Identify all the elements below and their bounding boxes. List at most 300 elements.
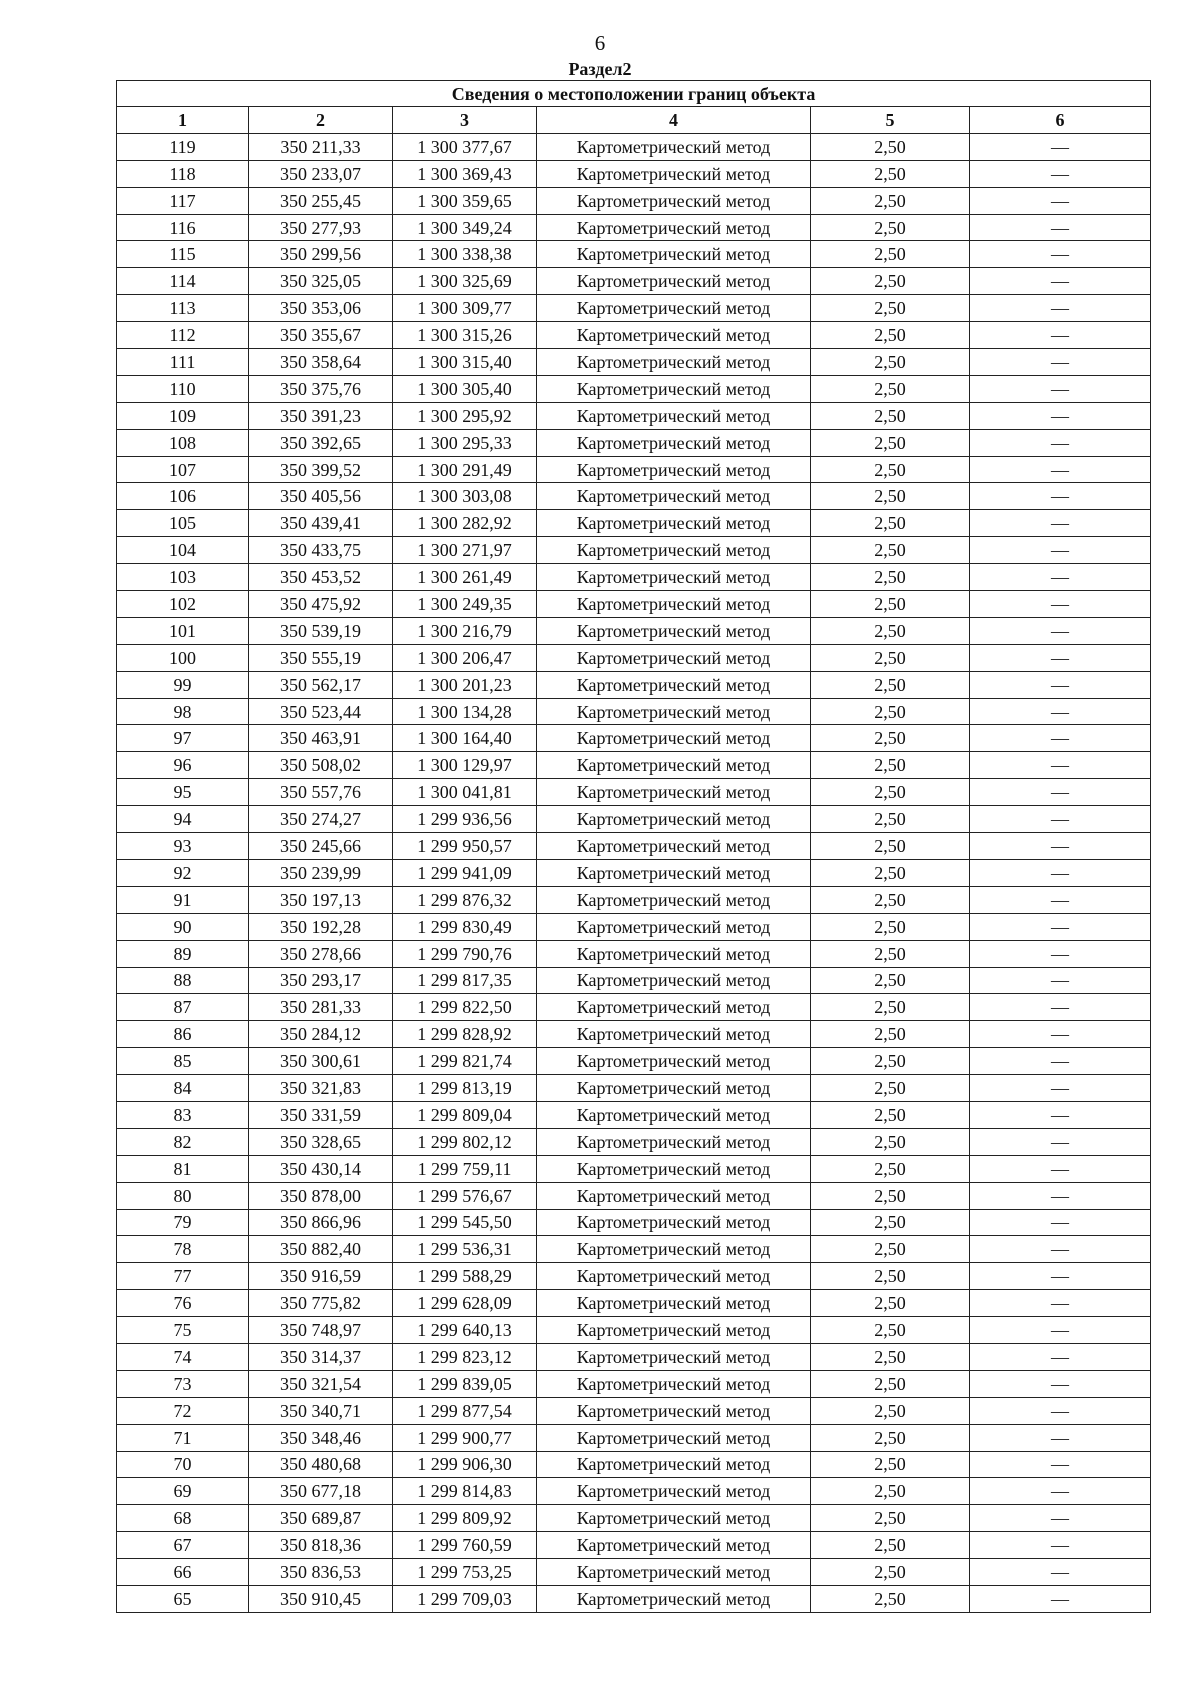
x-coordinate-cell: 350 331,59 [249, 1101, 393, 1128]
x-coordinate-cell: 350 300,61 [249, 1048, 393, 1075]
accuracy-cell: 2,50 [811, 617, 970, 644]
x-coordinate-cell: 350 314,37 [249, 1343, 393, 1370]
accuracy-cell: 2,50 [811, 1585, 970, 1612]
method-cell: Картометрический метод [537, 268, 811, 295]
description-cell: — [970, 1505, 1151, 1532]
x-coordinate-cell: 350 391,23 [249, 402, 393, 429]
accuracy-cell: 2,50 [811, 187, 970, 214]
description-cell: — [970, 1290, 1151, 1317]
point-number-cell: 100 [117, 644, 249, 671]
table-row [117, 429, 1151, 456]
description-cell: — [970, 1155, 1151, 1182]
y-coordinate-cell: 1 299 545,50 [393, 1209, 537, 1236]
y-coordinate-cell: 1 300 349,24 [393, 214, 537, 241]
table-body [117, 133, 1151, 1612]
y-coordinate-cell: 1 300 291,49 [393, 456, 537, 483]
accuracy-cell: 2,50 [811, 1128, 970, 1155]
method-cell: Картометрический метод [537, 940, 811, 967]
x-coordinate-cell: 350 557,76 [249, 779, 393, 806]
point-number-cell: 103 [117, 564, 249, 591]
table-row [117, 483, 1151, 510]
point-number-cell: 111 [117, 349, 249, 376]
table-row [117, 806, 1151, 833]
point-number-cell: 114 [117, 268, 249, 295]
x-coordinate-cell: 350 818,36 [249, 1532, 393, 1559]
description-cell: — [970, 160, 1151, 187]
method-cell: Картометрический метод [537, 1317, 811, 1344]
point-number-cell: 84 [117, 1075, 249, 1102]
y-coordinate-cell: 1 299 790,76 [393, 940, 537, 967]
description-cell: — [970, 617, 1151, 644]
x-coordinate-cell: 350 325,05 [249, 268, 393, 295]
y-coordinate-cell: 1 300 303,08 [393, 483, 537, 510]
description-cell: — [970, 214, 1151, 241]
point-number-cell: 116 [117, 214, 249, 241]
table-caption: Сведения о местоположении границ объекта [117, 81, 1151, 107]
method-cell: Картометрический метод [537, 241, 811, 268]
description-cell: — [970, 940, 1151, 967]
x-coordinate-cell: 350 916,59 [249, 1263, 393, 1290]
method-cell: Картометрический метод [537, 725, 811, 752]
table-row [117, 671, 1151, 698]
point-number-cell: 73 [117, 1370, 249, 1397]
description-cell: — [970, 1343, 1151, 1370]
x-coordinate-cell: 350 836,53 [249, 1559, 393, 1586]
x-coordinate-cell: 350 523,44 [249, 698, 393, 725]
x-coordinate-cell: 350 299,56 [249, 241, 393, 268]
accuracy-cell: 2,50 [811, 456, 970, 483]
accuracy-cell: 2,50 [811, 564, 970, 591]
accuracy-cell: 2,50 [811, 1263, 970, 1290]
x-coordinate-cell: 350 463,91 [249, 725, 393, 752]
description-cell: — [970, 752, 1151, 779]
description-cell: — [970, 349, 1151, 376]
x-coordinate-cell: 350 555,19 [249, 644, 393, 671]
x-coordinate-cell: 350 211,33 [249, 133, 393, 160]
table-row [117, 1236, 1151, 1263]
method-cell: Картометрический метод [537, 1263, 811, 1290]
point-number-cell: 96 [117, 752, 249, 779]
method-cell: Картометрический метод [537, 833, 811, 860]
description-cell: — [970, 268, 1151, 295]
boundary-coordinates-table [116, 80, 1151, 1613]
method-cell: Картометрический метод [537, 1424, 811, 1451]
y-coordinate-cell: 1 300 315,26 [393, 322, 537, 349]
accuracy-cell: 2,50 [811, 1370, 970, 1397]
table-row [117, 1451, 1151, 1478]
x-coordinate-cell: 350 245,66 [249, 833, 393, 860]
method-cell: Картометрический метод [537, 402, 811, 429]
x-coordinate-cell: 350 375,76 [249, 375, 393, 402]
description-cell: — [970, 510, 1151, 537]
x-coordinate-cell: 350 197,13 [249, 886, 393, 913]
accuracy-cell: 2,50 [811, 591, 970, 618]
accuracy-cell: 2,50 [811, 429, 970, 456]
y-coordinate-cell: 1 300 134,28 [393, 698, 537, 725]
accuracy-cell: 2,50 [811, 214, 970, 241]
point-number-cell: 105 [117, 510, 249, 537]
y-coordinate-cell: 1 299 830,49 [393, 913, 537, 940]
x-coordinate-cell: 350 255,45 [249, 187, 393, 214]
point-number-cell: 83 [117, 1101, 249, 1128]
table-row [117, 617, 1151, 644]
table-row [117, 1370, 1151, 1397]
table-row [117, 1478, 1151, 1505]
x-coordinate-cell: 350 539,19 [249, 617, 393, 644]
y-coordinate-cell: 1 299 821,74 [393, 1048, 537, 1075]
table-row [117, 1048, 1151, 1075]
table-row [117, 967, 1151, 994]
x-coordinate-cell: 350 878,00 [249, 1182, 393, 1209]
x-coordinate-cell: 350 689,87 [249, 1505, 393, 1532]
x-coordinate-cell: 350 866,96 [249, 1209, 393, 1236]
accuracy-cell: 2,50 [811, 1505, 970, 1532]
method-cell: Картометрический метод [537, 886, 811, 913]
table-row [117, 1128, 1151, 1155]
point-number-cell: 75 [117, 1317, 249, 1344]
x-coordinate-cell: 350 480,68 [249, 1451, 393, 1478]
description-cell: — [970, 1397, 1151, 1424]
x-coordinate-cell: 350 293,17 [249, 967, 393, 994]
description-cell: — [970, 698, 1151, 725]
accuracy-cell: 2,50 [811, 375, 970, 402]
point-number-cell: 113 [117, 295, 249, 322]
method-cell: Картометрический метод [537, 564, 811, 591]
table-row [117, 1559, 1151, 1586]
x-coordinate-cell: 350 677,18 [249, 1478, 393, 1505]
y-coordinate-cell: 1 300 309,77 [393, 295, 537, 322]
x-coordinate-cell: 350 562,17 [249, 671, 393, 698]
description-cell: — [970, 1128, 1151, 1155]
point-number-cell: 74 [117, 1343, 249, 1370]
point-number-cell: 118 [117, 160, 249, 187]
accuracy-cell: 2,50 [811, 160, 970, 187]
method-cell: Картометрический метод [537, 1021, 811, 1048]
method-cell: Картометрический метод [537, 1128, 811, 1155]
y-coordinate-cell: 1 299 640,13 [393, 1317, 537, 1344]
method-cell: Картометрический метод [537, 322, 811, 349]
table-row [117, 1585, 1151, 1612]
y-coordinate-cell: 1 300 369,43 [393, 160, 537, 187]
point-number-cell: 80 [117, 1182, 249, 1209]
table-row [117, 940, 1151, 967]
description-cell: — [970, 671, 1151, 698]
method-cell: Картометрический метод [537, 295, 811, 322]
description-cell: — [970, 591, 1151, 618]
method-cell: Картометрический метод [537, 510, 811, 537]
x-coordinate-cell: 350 392,65 [249, 429, 393, 456]
x-coordinate-cell: 350 405,56 [249, 483, 393, 510]
y-coordinate-cell: 1 299 802,12 [393, 1128, 537, 1155]
accuracy-cell: 2,50 [811, 859, 970, 886]
description-cell: — [970, 994, 1151, 1021]
column-header: 2 [249, 107, 393, 134]
point-number-cell: 65 [117, 1585, 249, 1612]
y-coordinate-cell: 1 300 261,49 [393, 564, 537, 591]
x-coordinate-cell: 350 277,93 [249, 214, 393, 241]
accuracy-cell: 2,50 [811, 940, 970, 967]
accuracy-cell: 2,50 [811, 752, 970, 779]
method-cell: Картометрический метод [537, 429, 811, 456]
table-row [117, 591, 1151, 618]
y-coordinate-cell: 1 299 936,56 [393, 806, 537, 833]
point-number-cell: 71 [117, 1424, 249, 1451]
method-cell: Картометрический метод [537, 349, 811, 376]
point-number-cell: 92 [117, 859, 249, 886]
accuracy-cell: 2,50 [811, 806, 970, 833]
method-cell: Картометрический метод [537, 859, 811, 886]
x-coordinate-cell: 350 233,07 [249, 160, 393, 187]
method-cell: Картометрический метод [537, 1585, 811, 1612]
accuracy-cell: 2,50 [811, 133, 970, 160]
y-coordinate-cell: 1 299 822,50 [393, 994, 537, 1021]
y-coordinate-cell: 1 299 950,57 [393, 833, 537, 860]
section-title: Раздел2 [568, 59, 632, 79]
point-number-cell: 67 [117, 1532, 249, 1559]
table-row [117, 859, 1151, 886]
y-coordinate-cell: 1 299 576,67 [393, 1182, 537, 1209]
accuracy-cell: 2,50 [811, 698, 970, 725]
accuracy-cell: 2,50 [811, 1155, 970, 1182]
y-coordinate-cell: 1 300 338,38 [393, 241, 537, 268]
accuracy-cell: 2,50 [811, 779, 970, 806]
description-cell: — [970, 833, 1151, 860]
description-cell: — [970, 967, 1151, 994]
description-cell: — [970, 456, 1151, 483]
accuracy-cell: 2,50 [811, 1075, 970, 1102]
description-cell: — [970, 429, 1151, 456]
point-number-cell: 82 [117, 1128, 249, 1155]
x-coordinate-cell: 350 508,02 [249, 752, 393, 779]
point-number-cell: 68 [117, 1505, 249, 1532]
y-coordinate-cell: 1 299 876,32 [393, 886, 537, 913]
column-header-row [117, 107, 1151, 134]
point-number-cell: 77 [117, 1263, 249, 1290]
accuracy-cell: 2,50 [811, 1478, 970, 1505]
table-row [117, 698, 1151, 725]
method-cell: Картометрический метод [537, 994, 811, 1021]
point-number-cell: 88 [117, 967, 249, 994]
point-number-cell: 104 [117, 537, 249, 564]
y-coordinate-cell: 1 300 129,97 [393, 752, 537, 779]
x-coordinate-cell: 350 284,12 [249, 1021, 393, 1048]
method-cell: Картометрический метод [537, 1075, 811, 1102]
description-cell: — [970, 1263, 1151, 1290]
x-coordinate-cell: 350 192,28 [249, 913, 393, 940]
point-number-cell: 108 [117, 429, 249, 456]
accuracy-cell: 2,50 [811, 671, 970, 698]
accuracy-cell: 2,50 [811, 1021, 970, 1048]
x-coordinate-cell: 350 453,52 [249, 564, 393, 591]
description-cell: — [970, 886, 1151, 913]
y-coordinate-cell: 1 300 164,40 [393, 725, 537, 752]
point-number-cell: 72 [117, 1397, 249, 1424]
description-cell: — [970, 322, 1151, 349]
y-coordinate-cell: 1 300 359,65 [393, 187, 537, 214]
method-cell: Картометрический метод [537, 1048, 811, 1075]
description-cell: — [970, 1478, 1151, 1505]
table-row [117, 1101, 1151, 1128]
y-coordinate-cell: 1 300 282,92 [393, 510, 537, 537]
description-cell: — [970, 241, 1151, 268]
x-coordinate-cell: 350 321,54 [249, 1370, 393, 1397]
y-coordinate-cell: 1 299 941,09 [393, 859, 537, 886]
y-coordinate-cell: 1 299 906,30 [393, 1451, 537, 1478]
accuracy-cell: 2,50 [811, 1451, 970, 1478]
y-coordinate-cell: 1 300 216,79 [393, 617, 537, 644]
description-cell: — [970, 1075, 1151, 1102]
method-cell: Картометрический метод [537, 1532, 811, 1559]
accuracy-cell: 2,50 [811, 483, 970, 510]
method-cell: Картометрический метод [537, 1451, 811, 1478]
point-number-cell: 95 [117, 779, 249, 806]
description-cell: — [970, 1236, 1151, 1263]
y-coordinate-cell: 1 299 709,03 [393, 1585, 537, 1612]
description-cell: — [970, 1451, 1151, 1478]
method-cell: Картометрический метод [537, 483, 811, 510]
description-cell: — [970, 564, 1151, 591]
method-cell: Картометрический метод [537, 1559, 811, 1586]
method-cell: Картометрический метод [537, 1290, 811, 1317]
description-cell: — [970, 1101, 1151, 1128]
table-row [117, 295, 1151, 322]
y-coordinate-cell: 1 299 760,59 [393, 1532, 537, 1559]
point-number-cell: 81 [117, 1155, 249, 1182]
table-row [117, 133, 1151, 160]
page-number: 6 [594, 31, 606, 55]
x-coordinate-cell: 350 321,83 [249, 1075, 393, 1102]
description-cell: — [970, 779, 1151, 806]
y-coordinate-cell: 1 300 295,33 [393, 429, 537, 456]
point-number-cell: 117 [117, 187, 249, 214]
method-cell: Картометрический метод [537, 456, 811, 483]
column-header: 4 [537, 107, 811, 134]
method-cell: Картометрический метод [537, 617, 811, 644]
point-number-cell: 90 [117, 913, 249, 940]
table-row [117, 349, 1151, 376]
table-row [117, 322, 1151, 349]
table-row [117, 1397, 1151, 1424]
y-coordinate-cell: 1 299 828,92 [393, 1021, 537, 1048]
method-cell: Картометрический метод [537, 591, 811, 618]
table-row [117, 456, 1151, 483]
table-row [117, 1155, 1151, 1182]
description-cell: — [970, 402, 1151, 429]
y-coordinate-cell: 1 300 377,67 [393, 133, 537, 160]
y-coordinate-cell: 1 300 325,69 [393, 268, 537, 295]
y-coordinate-cell: 1 300 249,35 [393, 591, 537, 618]
description-cell: — [970, 295, 1151, 322]
x-coordinate-cell: 350 430,14 [249, 1155, 393, 1182]
table-row [117, 913, 1151, 940]
accuracy-cell: 2,50 [811, 1236, 970, 1263]
x-coordinate-cell: 350 281,33 [249, 994, 393, 1021]
method-cell: Картометрический метод [537, 913, 811, 940]
accuracy-cell: 2,50 [811, 1424, 970, 1451]
accuracy-cell: 2,50 [811, 994, 970, 1021]
point-number-cell: 112 [117, 322, 249, 349]
x-coordinate-cell: 350 748,97 [249, 1317, 393, 1344]
table-row [117, 725, 1151, 752]
point-number-cell: 85 [117, 1048, 249, 1075]
method-cell: Картометрический метод [537, 698, 811, 725]
method-cell: Картометрический метод [537, 187, 811, 214]
table-row [117, 187, 1151, 214]
method-cell: Картометрический метод [537, 1155, 811, 1182]
accuracy-cell: 2,50 [811, 1209, 970, 1236]
x-coordinate-cell: 350 910,45 [249, 1585, 393, 1612]
table-row [117, 1424, 1151, 1451]
point-number-cell: 119 [117, 133, 249, 160]
description-cell: — [970, 1424, 1151, 1451]
table-row [117, 564, 1151, 591]
table-row [117, 1505, 1151, 1532]
y-coordinate-cell: 1 299 814,83 [393, 1478, 537, 1505]
description-cell: — [970, 1559, 1151, 1586]
table-row [117, 402, 1151, 429]
y-coordinate-cell: 1 300 305,40 [393, 375, 537, 402]
method-cell: Картометрический метод [537, 1209, 811, 1236]
method-cell: Картометрический метод [537, 1370, 811, 1397]
description-cell: — [970, 133, 1151, 160]
description-cell: — [970, 1021, 1151, 1048]
y-coordinate-cell: 1 299 900,77 [393, 1424, 537, 1451]
accuracy-cell: 2,50 [811, 644, 970, 671]
point-number-cell: 107 [117, 456, 249, 483]
point-number-cell: 94 [117, 806, 249, 833]
column-header: 6 [970, 107, 1151, 134]
description-cell: — [970, 1048, 1151, 1075]
table-row [117, 644, 1151, 671]
point-number-cell: 66 [117, 1559, 249, 1586]
accuracy-cell: 2,50 [811, 725, 970, 752]
x-coordinate-cell: 350 399,52 [249, 456, 393, 483]
description-cell: — [970, 913, 1151, 940]
accuracy-cell: 2,50 [811, 349, 970, 376]
x-coordinate-cell: 350 274,27 [249, 806, 393, 833]
y-coordinate-cell: 1 299 628,09 [393, 1290, 537, 1317]
x-coordinate-cell: 350 353,06 [249, 295, 393, 322]
method-cell: Картометрический метод [537, 779, 811, 806]
method-cell: Картометрический метод [537, 1343, 811, 1370]
description-cell: — [970, 1209, 1151, 1236]
y-coordinate-cell: 1 300 271,97 [393, 537, 537, 564]
point-number-cell: 76 [117, 1290, 249, 1317]
point-number-cell: 97 [117, 725, 249, 752]
method-cell: Картометрический метод [537, 806, 811, 833]
table-row [117, 1075, 1151, 1102]
point-number-cell: 69 [117, 1478, 249, 1505]
table-row [117, 994, 1151, 1021]
accuracy-cell: 2,50 [811, 1290, 970, 1317]
accuracy-cell: 2,50 [811, 1048, 970, 1075]
method-cell: Картометрический метод [537, 537, 811, 564]
point-number-cell: 91 [117, 886, 249, 913]
method-cell: Картометрический метод [537, 967, 811, 994]
accuracy-cell: 2,50 [811, 268, 970, 295]
x-coordinate-cell: 350 358,64 [249, 349, 393, 376]
x-coordinate-cell: 350 278,66 [249, 940, 393, 967]
method-cell: Картометрический метод [537, 1182, 811, 1209]
accuracy-cell: 2,50 [811, 510, 970, 537]
y-coordinate-cell: 1 299 759,11 [393, 1155, 537, 1182]
method-cell: Картометрический метод [537, 375, 811, 402]
table-row [117, 1317, 1151, 1344]
point-number-cell: 101 [117, 617, 249, 644]
accuracy-cell: 2,50 [811, 833, 970, 860]
accuracy-cell: 2,50 [811, 1182, 970, 1209]
x-coordinate-cell: 350 328,65 [249, 1128, 393, 1155]
